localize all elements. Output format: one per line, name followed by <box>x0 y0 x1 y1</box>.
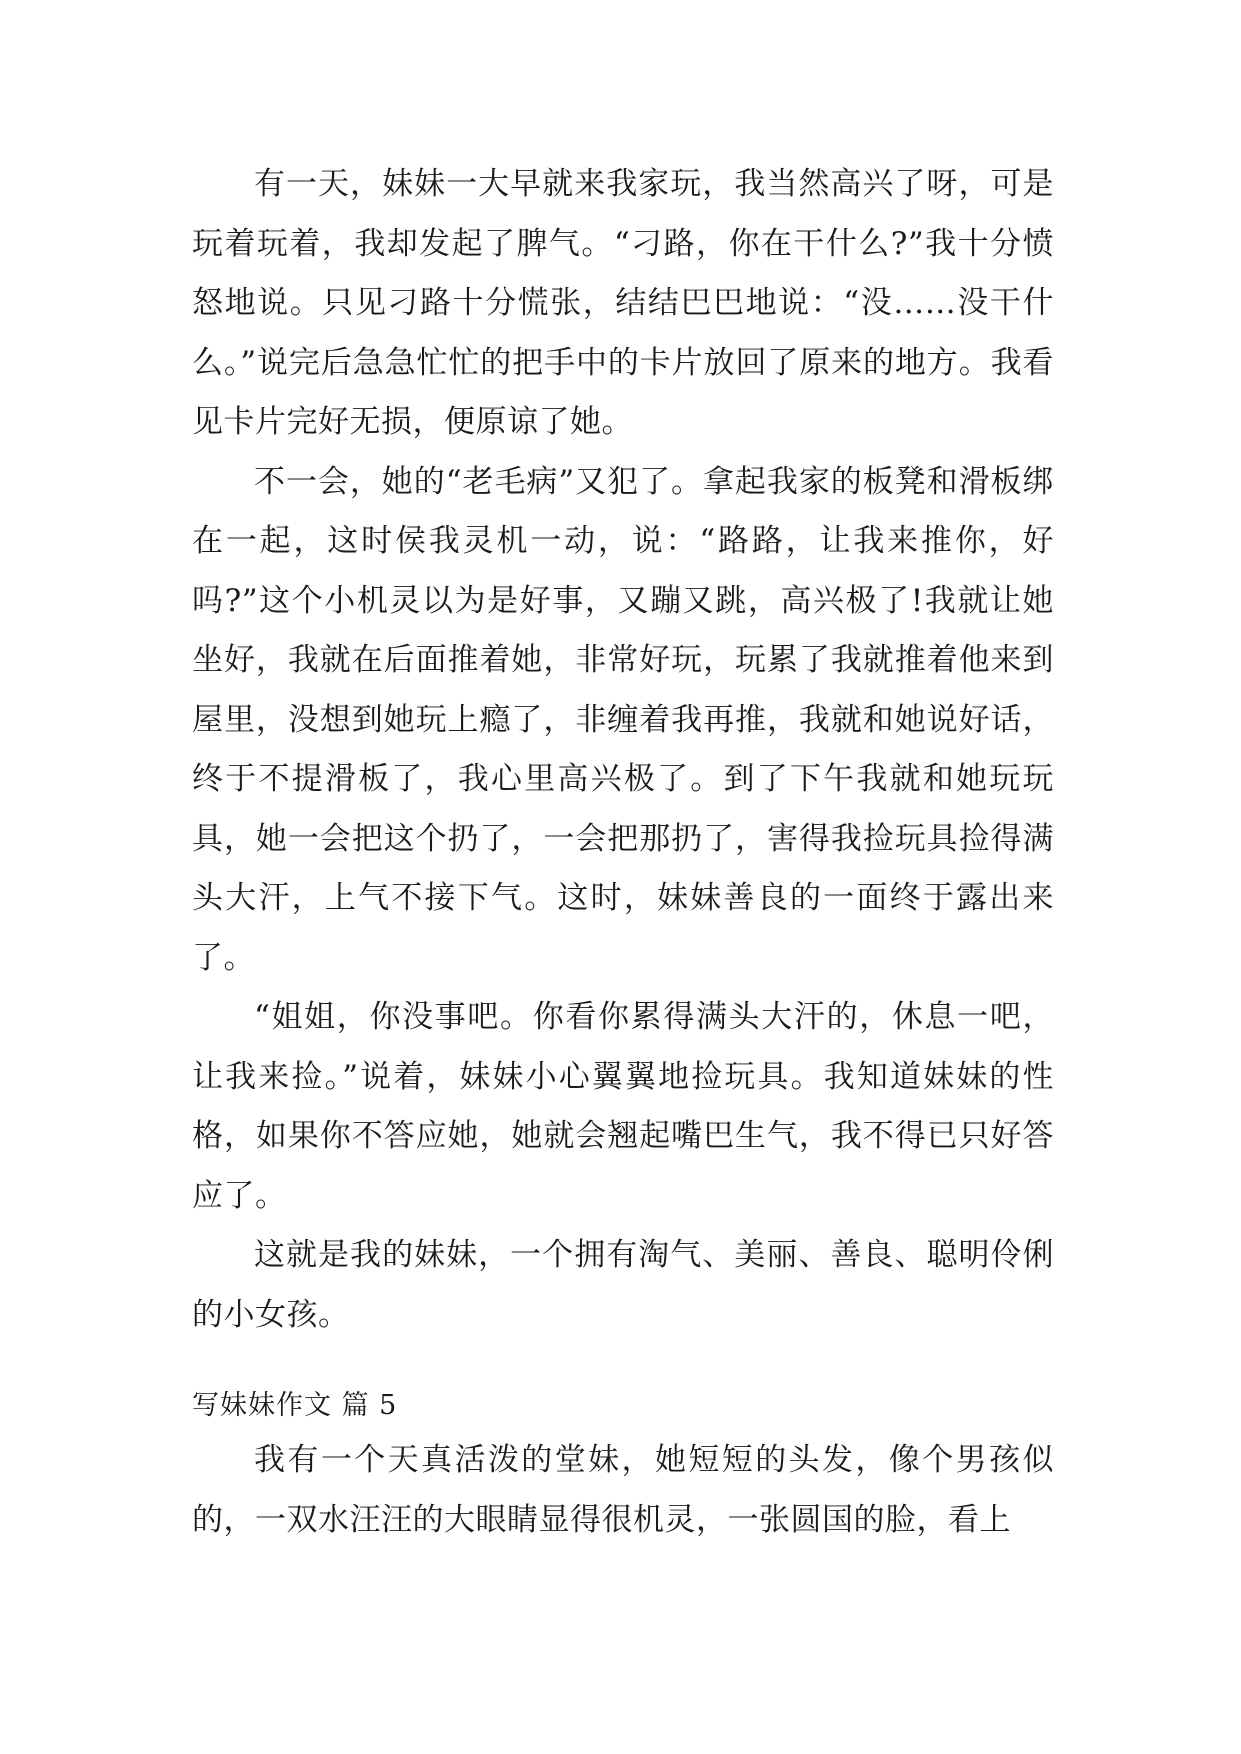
paragraph-sister-helps: “姐姐，你没事吧。你看你累得满头大汗的，休息一吧，让我来捡。”说着，妹妹小心翼翼地捡玩具。我知道妹妹的性格，如果你不答应她，她就会翘起嘴巴生气，我不得已只好答应了。 <box>192 999 1054 1214</box>
paragraph-scooter: 不一会，她的“老毛病”又犯了。拿起我家的板凳和滑板绑在一起，这时侯我灵机一动，说：“路路，让我来推你，好吗?”这个小机灵以为是好事，又蹦又跳，高兴极了!我就让她坐好，我就在后面推着她，非常好玩，玩累了我就推着他来到屋里，没想到她玩上瘾了，非缠着我再推，我就和她说好话，终于不提滑板了，我心里高兴极了。到了下午我就和她玩玩具，她一会把这个扔了，一会把那扔了，害得我捡玩具捡得满头大汗，上气不接下气。这时，妹妹善良的一面终于露出来了。 <box>192 463 1054 976</box>
essay-body-bottom <box>192 1431 1054 1550</box>
essay-body-top <box>192 155 1054 1345</box>
paragraph-cousin: 我有一个天真活泼的堂妹，她短短的头发，像个男孩似的，一双水汪汪的大眼睛显得很机灵，一张圆国的脸，看上 <box>192 1442 1054 1538</box>
paragraph-visit: 有一天，妹妹一大早就来我家玩，我当然高兴了呀，可是玩着玩着，我却发起了脾气。“刁路，你在干什么?”我十分愤怒地说。只见刁路十分慌张，结结巴巴地说：“没……没干什么。”说完后急急忙忙的把手中的卡片放回了原来的地方。我看见卡片完好无损，便原谅了她。 <box>192 166 1054 440</box>
section-heading: 写妹妹作文 篇 5 <box>192 1390 398 1421</box>
section-heading-block <box>192 1386 1054 1426</box>
paragraph-conclusion: 这就是我的妹妹，一个拥有淘气、美丽、善良、聪明伶俐的小女孩。 <box>192 1237 1054 1333</box>
